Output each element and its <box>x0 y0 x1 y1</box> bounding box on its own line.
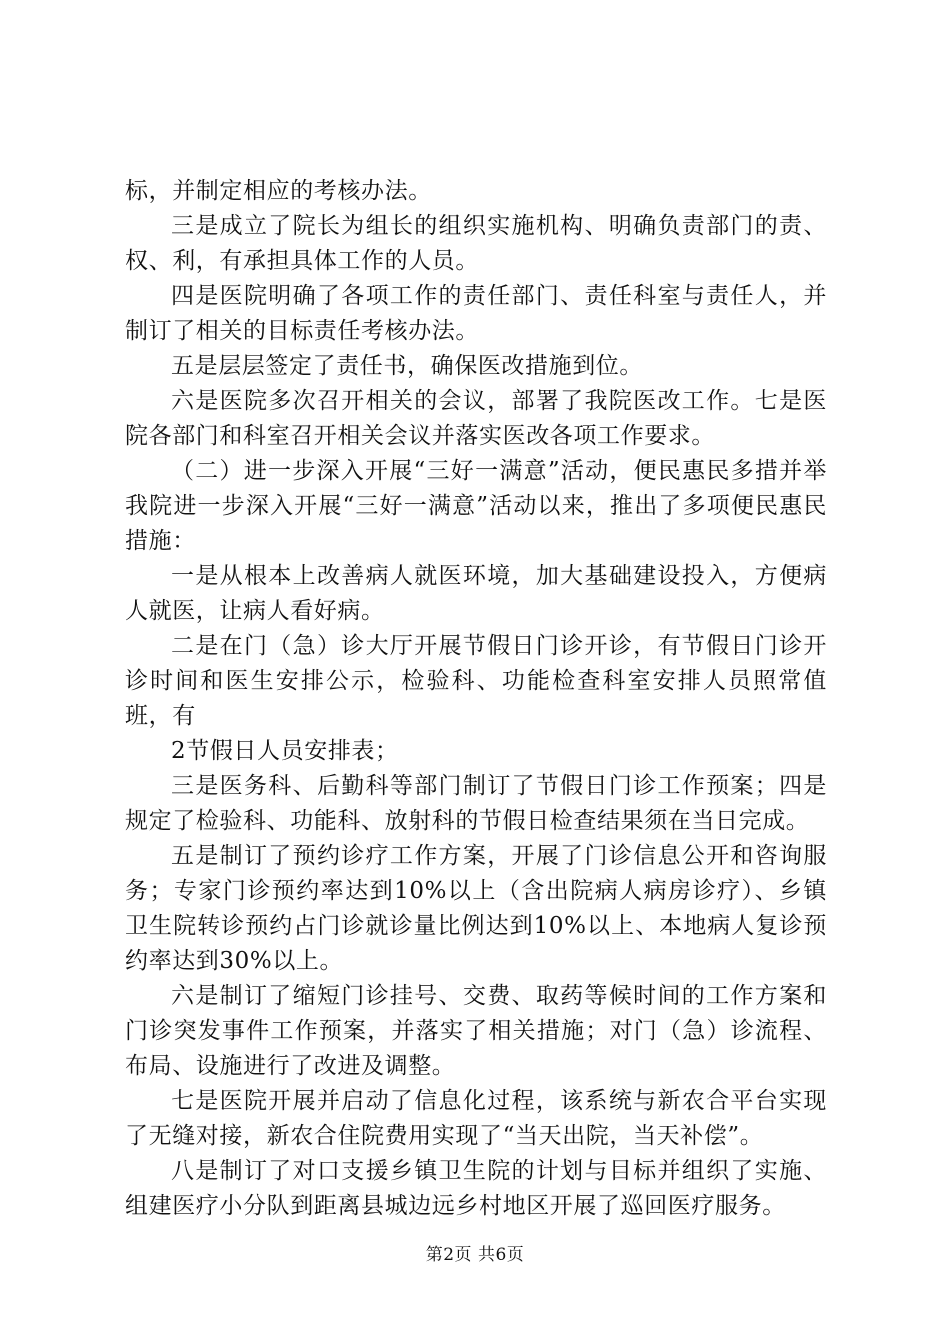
paragraph: 五是制订了预约诊疗工作方案，开展了门诊信息公开和咨询服务；专家门诊预约率达到10%以上（含出院病人病房诊疗）、乡镇卫生院转诊预约占门诊就诊量比例达到10%以上、本地病人复诊预约率达到30%以上。 <box>125 843 827 974</box>
page-footer <box>0 1240 950 1265</box>
paragraph: 五是层层签定了责任书，确保医改措施到位。 <box>171 353 643 379</box>
paragraph: 六是医院多次召开相关的会议，部署了我院医改工作。七是医院各部门和科室召开相关会议并落实医改各项工作要求。 <box>125 388 827 449</box>
paragraph: 六是制订了缩短门诊挂号、交费、取药等候时间的工作方案和门诊突发事件工作预案，并落实了相关措施；对门（急）诊流程、布局、设施进行了改进及调整。 <box>125 983 827 1079</box>
paragraph: （二）进一步深入开展“三好一满意”活动，便民惠民多措并举我院进一步深入开展“三好一满意”活动以来，推出了多项便民惠民措施： <box>125 458 827 554</box>
paragraph: 三是成立了院长为组长的组织实施机构、明确负责部门的责、权、利，有承担具体工作的人员。 <box>125 213 827 274</box>
paragraph: 三是医务科、后勤科等部门制订了节假日门诊工作预案；四是规定了检验科、功能科、放射科的节假日检查结果须在当日完成。 <box>125 773 827 834</box>
page-number-label: 第2页 共6页 <box>425 1245 525 1265</box>
paragraph: 一是从根本上改善病人就医环境，加大基础建设投入，方便病人就医，让病人看好病。 <box>125 563 827 624</box>
paragraph: 2节假日人员安排表； <box>171 738 399 764</box>
paragraph: 四是医院明确了各项工作的责任部门、责任科室与责任人，并制订了相关的目标责任考核办法。 <box>125 283 827 344</box>
paragraph: 八是制订了对口支援乡镇卫生院的计划与目标并组织了实施、组建医疗小分队到距离县城边远乡村地区开展了巡回医疗服务。 <box>125 1158 827 1219</box>
paragraph: 二是在门（急）诊大厅开展节假日门诊开诊，有节假日门诊开诊时间和医生安排公示，检验科、功能检查科室安排人员照常值班，有 <box>125 633 827 729</box>
document-body <box>125 174 827 1224</box>
paragraph: 标，并制定相应的考核办法。 <box>125 178 432 204</box>
paragraph: 七是医院开展并启动了信息化过程，该系统与新农合平台实现了无缝对接，新农合住院费用实现了“当天出院，当天补偿”。 <box>125 1088 827 1149</box>
